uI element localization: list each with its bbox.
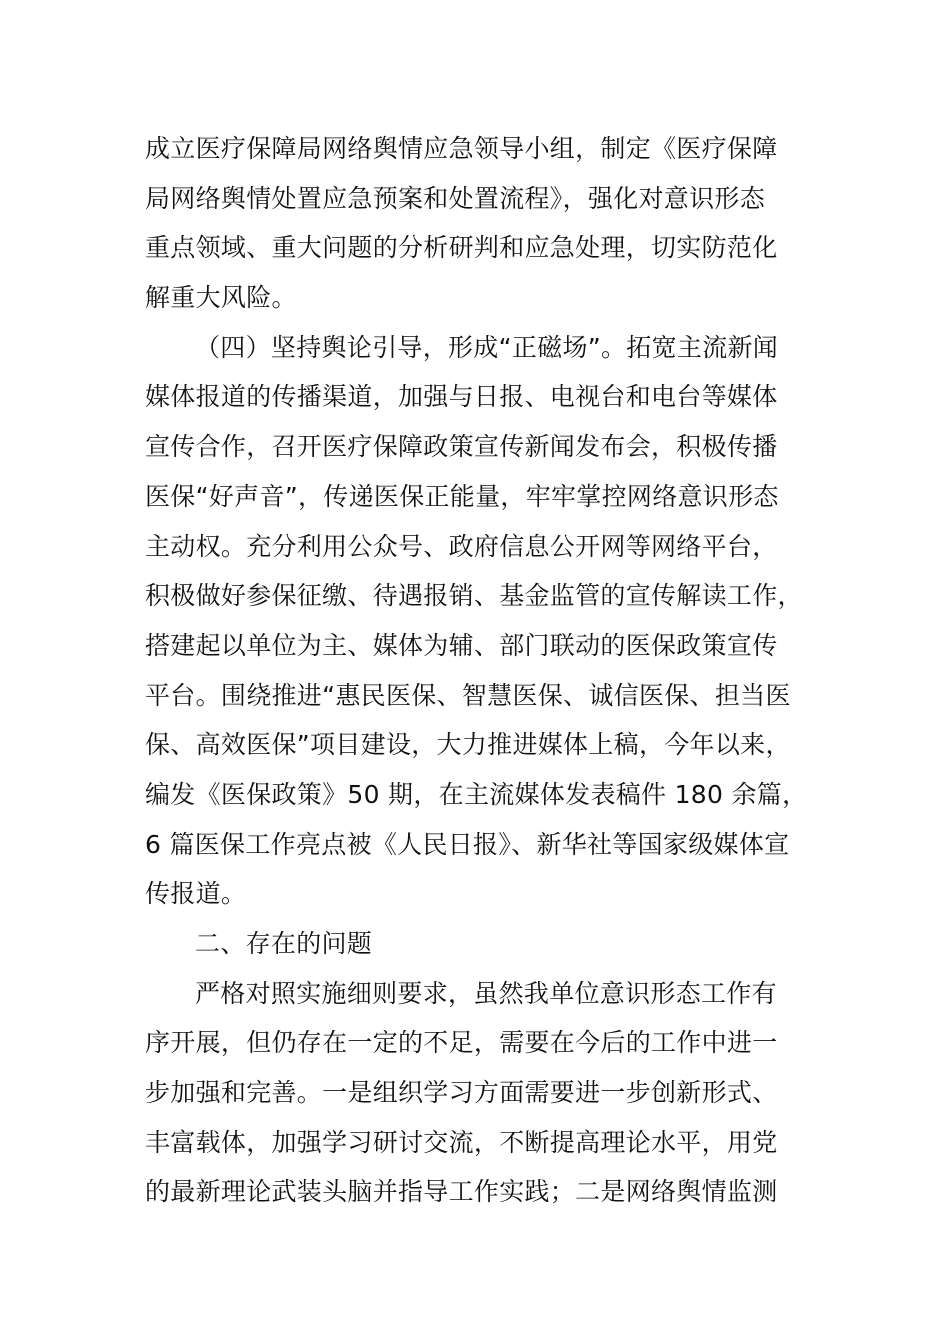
text-line: 宣传合作，召开医疗保障政策宣传新闻发布会，积极传播 bbox=[145, 432, 778, 462]
text-line: 丰富载体，加强学习研讨交流，不断提高理论水平，用党 bbox=[145, 1127, 778, 1157]
text-line: 积极做好参保征缴、待遇报销、基金监管的宣传解读工作， bbox=[145, 581, 803, 611]
text-line: 媒体报道的传播渠道，加强与日报、电视台和电台等媒体 bbox=[145, 382, 778, 412]
text-line: 局网络舆情处置应急预案和处置流程》，强化对意识形态 bbox=[145, 183, 766, 213]
paragraph-start-line: （四）坚持舆论引导，形成“正磁场”。拓宽主流新闻 bbox=[195, 332, 779, 362]
text-line: 成立医疗保障局网络舆情应急领导小组，制定《医疗保障 bbox=[145, 134, 778, 163]
text-line: 平台。围绕推进“惠民医保、智慧医保、诚信医保、担当医 bbox=[145, 680, 791, 710]
text-line: 医保“好声音”，传递医保正能量，牢牢掌控网络意识形态 bbox=[145, 481, 779, 511]
paragraph-start-line: 严格对照实施细则要求，虽然我单位意识形态工作有 bbox=[195, 978, 777, 1008]
text-line: 步加强和完善。一是组织学习方面需要进一步创新形式、 bbox=[145, 1078, 778, 1108]
text-line: 保、高效医保”项目建设，大力推进媒体上稿，今年以来， bbox=[145, 730, 791, 760]
text-line: 搭建起以单位为主、媒体为辅、部门联动的医保政策宣传 bbox=[145, 630, 778, 660]
text-line: 解重大风险。 bbox=[145, 283, 297, 313]
text-line: 的最新理论武装头脑并指导工作实践；二是网络舆情监测 bbox=[145, 1177, 778, 1207]
text-line: 主动权。充分利用公众号、政府信息公开网等网络平台， bbox=[145, 531, 778, 561]
text-line: 6 篇医保工作亮点被《人民日报》、新华社等国家级媒体宣 bbox=[145, 829, 790, 859]
text-line: 编发《医保政策》50 期，在主流媒体发表稿件 180 余篇， bbox=[145, 779, 808, 809]
text-line: 序开展，但仍存在一定的不足，需要在今后的工作中进一 bbox=[145, 1028, 778, 1058]
text-line: 传报道。 bbox=[145, 879, 247, 909]
text-line: 重点领域、重大问题的分析研判和应急处理，切实防范化 bbox=[145, 233, 778, 263]
body-text bbox=[145, 124, 810, 1217]
section-heading: 二、存在的问题 bbox=[195, 929, 373, 958]
